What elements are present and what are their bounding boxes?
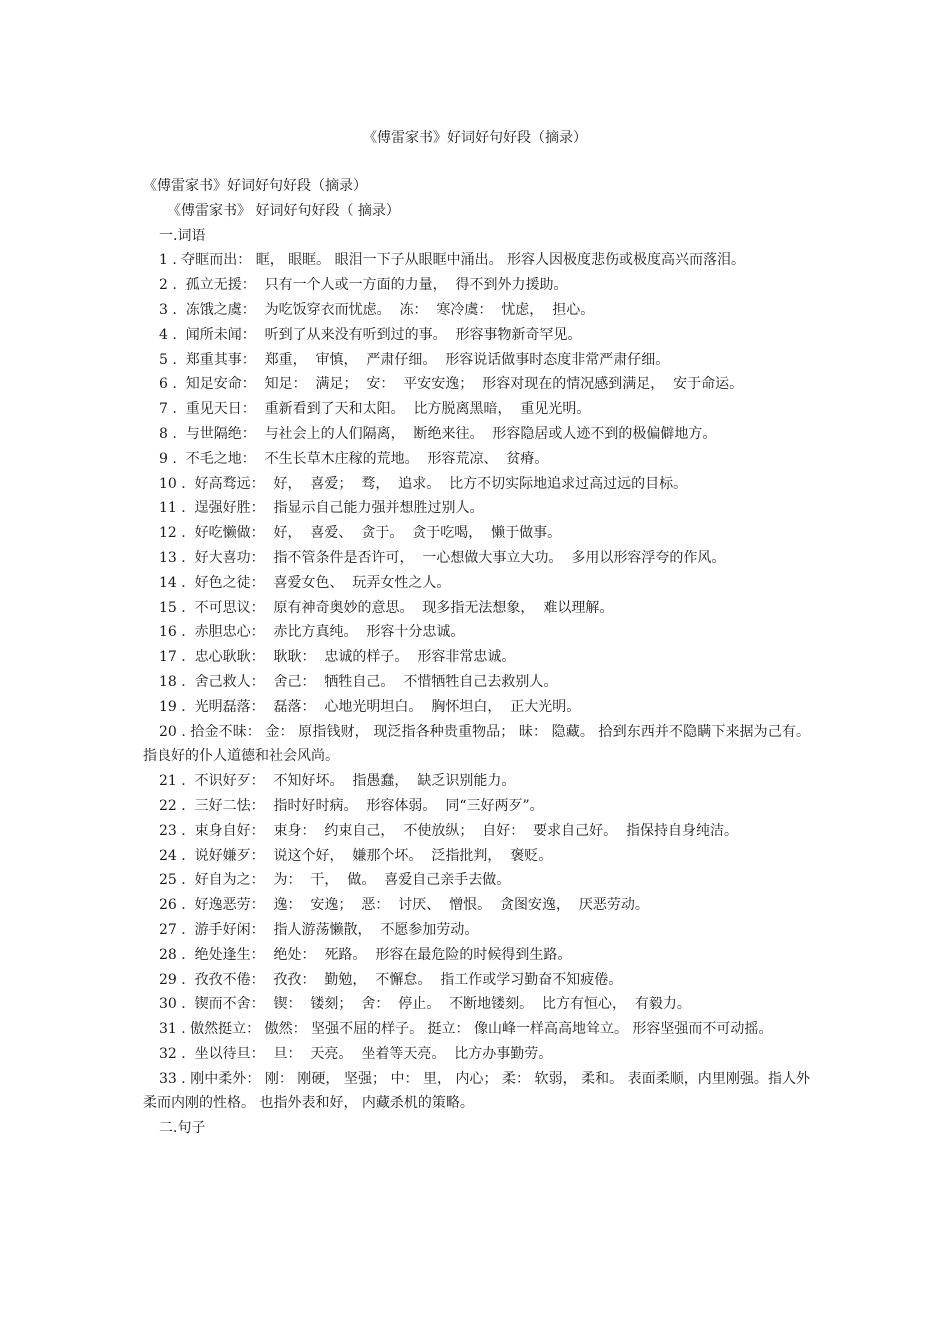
list-item: 24 . 说好嫌歹： 说这个好， 嫌那个坏。 泛指批判， 褒贬。 (159, 847, 553, 864)
list-item: 2 . 孤立无援： 只有一个人或一方面的力量， 得不到外力援助。 (159, 277, 568, 294)
list-item: 4 . 闻所未闻： 听到了从来没有听到过的事。 形容事物新奇罕见。 (159, 326, 582, 343)
list-item: 32 . 坐以待旦： 旦： 天亮。 坐着等天亮。 比方办事勤劳。 (159, 1045, 553, 1062)
list-item: 11 . 逞强好胜： 指显示自己能力强并想胜过别人。 (159, 500, 484, 517)
document-title: 《傅雷家书》好词好句好段（摘录） (363, 130, 587, 146)
list-item: 5 . 郑重其事： 郑重， 审慎， 严肃仔细。 形容说话做事时态度非常严肃仔细。 (159, 351, 670, 368)
list-item: 6 . 知足安命： 知足： 满足； 安： 平安安逸； 形容对现在的情况感到满足， 安于命运。 (159, 376, 744, 393)
list-item: 9 . 不毛之地： 不生长草木庄稼的荒地。 形容荒凉、 贫瘠。 (159, 450, 549, 467)
list-item: 25 . 好自为之： 为： 干， 做。 喜爱自己亲手去做。 (159, 872, 511, 889)
list-item: 10 . 好高骛远： 好， 喜爱； 骛， 追求。 比方不切实际地追求过高过远的目标。 (159, 475, 688, 492)
list-item: 15 . 不可思议： 原有神奇奥妙的意思。 现多指无法想象， 难以理解。 (159, 599, 614, 616)
list-item: 31 . 傲然挺立： 傲然： 坚强不屈的样子。 挺立： 像山峰一样高高地耸立。 形容坚强而不可动摇。 (159, 1021, 773, 1038)
list-item: 28 . 绝处逢生： 绝处： 死路。 形容在最危险的时候得到生路。 (159, 946, 572, 963)
list-item: 3 . 冻饿之虞： 为吃饭穿衣而忧虑。 冻： 寒冷虞： 忧虑， 担心。 (159, 301, 595, 318)
document-body (143, 174, 810, 1141)
header-line: 《傅雷家书》好词好句好段（摘录） (143, 178, 367, 194)
list-item: 20 . 拾金不昧： 金： 原指钱财， 现泛指各种贵重物品； 昧： 隐藏。 拾到东西并不隐瞒下来据为己有。 指良好的仆人道德和社会风尚。 (143, 723, 810, 765)
list-item: 16 . 赤胆忠心： 赤比方真纯。 形容十分忠诚。 (159, 624, 465, 641)
list-item: 30 . 锲而不舍： 锲： 镂刻； 舍： 停止。 不断地镂刻。 比方有恒心， 有毅力。 (159, 996, 691, 1013)
list-item: 13 . 好大喜功： 指不管条件是否许可， 一心想做大事立大功。 多用以形容浮夸的作风。 (159, 549, 726, 566)
list-item: 1 . 夺眶而出： 眶， 眼眶。 眼泪一下子从眼眶中涌出。 形容人因极度悲伤或极度高兴而落泪。 (159, 252, 746, 269)
list-item: 27 . 游手好闲： 指人游荡懒散， 不愿参加劳动。 (159, 921, 479, 938)
list-item: 19 . 光明磊落： 磊落： 心地光明坦白。 胸怀坦白， 正大光明。 (159, 698, 581, 715)
list-item: 23 . 束身自好： 束身： 约束自己， 不使放纵； 自好： 要求自己好。 指保持自身纯洁。 (159, 822, 739, 839)
list-item: 12 . 好吃懒做： 好， 喜爱、 贪于。 贪于吃喝， 懒于做事。 (159, 525, 562, 542)
list-item: 29 . 孜孜不倦： 孜孜： 勤勉， 不懈怠。 指工作或学习勤奋不知疲倦。 (159, 971, 623, 988)
list-item: 17 . 忠心耿耿： 耿耿： 忠诚的样子。 形容非常忠诚。 (159, 649, 516, 666)
list-item: 33 . 刚中柔外： 刚： 刚硬， 坚强； 中： 里， 内心； 柔： 软弱， 柔和。 表面柔顺，内里刚强。指人外柔而内刚的性格。 也指外表和好， 内藏杀机的策略。 (143, 1070, 810, 1112)
section-heading-words: 一.词语 (159, 227, 206, 244)
list-item: 22 . 三好二怯： 指时好时病。 形容体弱。 同“三好两歹”。 (159, 797, 544, 814)
sub-header: 《傅雷家书》 好词好句好段（ 摘录） (167, 202, 400, 219)
list-item: 21 . 不识好歹： 不知好坏。 指愚蠢， 缺乏识别能力。 (159, 773, 516, 790)
list-item: 14 . 好色之徒： 喜爱女色、 玩弄女性之人。 (159, 574, 451, 591)
list-item: 7 . 重见天日： 重新看到了天和太阳。 比方脱离黑暗， 重见光明。 (159, 401, 591, 418)
list-item: 8 . 与世隔绝： 与社会上的人们隔离， 断绝来往。 形容隐居或人迹不到的极偏僻地方。 (159, 425, 717, 442)
section-heading-sentences: 二.句子 (159, 1120, 206, 1137)
list-item: 18 . 舍己救人： 舍己： 牺牲自己。 不惜牺牲自己去救别人。 (159, 673, 558, 690)
list-item: 26 . 好逸恶劳： 逸： 安逸； 恶： 讨厌、 憎恨。 贪图安逸， 厌恶劳动。 (159, 897, 649, 914)
